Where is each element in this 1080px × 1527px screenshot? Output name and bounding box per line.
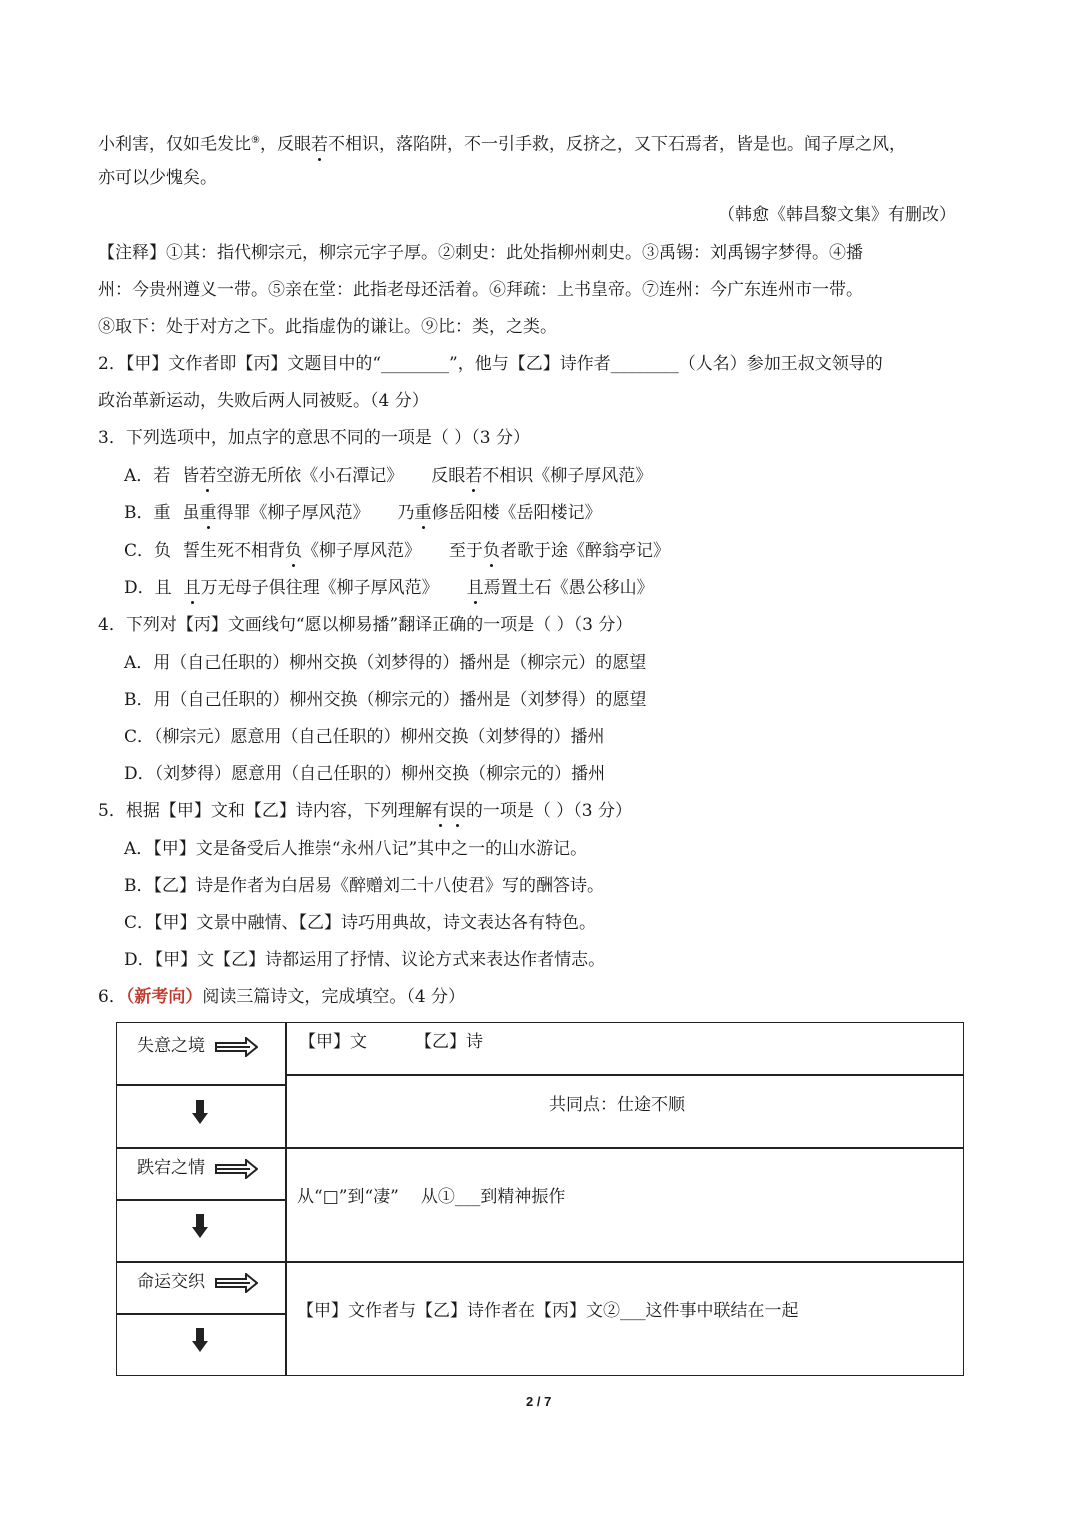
table-cell-setback: 失意之境 xyxy=(137,1036,258,1057)
q2-blank-1[interactable]: ________ xyxy=(381,354,450,374)
q4-option-c[interactable]: C．（柳宗元）愿意用（自己任职的）柳州交换（刘梦得的）播州 xyxy=(124,727,605,747)
table-row-divider xyxy=(117,1313,285,1315)
table-row-divider xyxy=(117,1084,285,1086)
q4-option-b[interactable]: B．用（自己任职的）柳州交换（柳宗元的）播州是（刘梦得）的愿望 xyxy=(124,690,647,710)
q2-blank-2[interactable]: ________ xyxy=(610,354,679,374)
q2-line-2: 政治革新运动，失败后两人同被贬。（4 分） xyxy=(98,391,429,411)
table-row-divider xyxy=(117,1261,963,1263)
q5-option-a[interactable]: A．【甲】文是备受后人推崇“永州八记”其中之一的山水游记。 xyxy=(124,839,588,859)
arrow-down-icon xyxy=(192,1099,208,1125)
q4-option-d[interactable]: D．（刘梦得）愿意用（自己任职的）柳州交换（柳宗元的）播州 xyxy=(124,764,606,784)
arrow-down-icon xyxy=(192,1327,208,1353)
q4-option-a[interactable]: A．用（自己任职的）柳州交换（刘梦得的）播州是（柳宗元）的愿望 xyxy=(124,653,647,673)
passage-source: （韩愈《韩昌黎文集》有删改） xyxy=(718,205,956,225)
q2-line-1: 2．【甲】文作者即【丙】文题目中的“________”，他与【乙】诗作者________（人名）参加王叔文领导的 xyxy=(98,354,883,374)
fill-table xyxy=(116,1022,964,1376)
q3-option-a[interactable]: A．若 皆若空游无所依《小石潭记》 反眼若不相识《柳子厚风范》 xyxy=(124,466,653,486)
double-arrow-right-icon xyxy=(214,1273,258,1293)
notes-line-1: 【注释】①其：指代柳宗元，柳宗元字子厚。②刺史：此处指柳州刺史。③禹锡：刘禹锡字梦得。④播 xyxy=(98,243,863,263)
notes-line-2: 州：今贵州遵义一带。⑤亲在堂：此指老母还活着。⑥拜疏：上书皇帝。⑦连州：今广东连州市一带。 xyxy=(98,280,863,300)
table-col-divider xyxy=(285,1023,287,1375)
q5-option-d[interactable]: D．【甲】文【乙】诗都运用了抒情、议论方式来表达作者情志。 xyxy=(124,950,606,970)
double-arrow-right-icon xyxy=(214,1159,258,1179)
table-cell-emotion: 跌宕之情 xyxy=(137,1158,258,1179)
q5-stem: 5．根据【甲】文和【乙】诗内容，下列理解有误的一项是（ ）（3 分） xyxy=(98,801,632,821)
table-cell-common-point: 共同点：仕途不顺 xyxy=(549,1095,685,1115)
q3-option-d[interactable]: D．且 且万无母子俱往理《柳子厚风范》 且焉置土石《愚公移山》 xyxy=(124,578,654,598)
q5-option-c[interactable]: C．【甲】文景中融情、【乙】诗巧用典故，诗文表达各有特色。 xyxy=(124,913,597,933)
table-cell-fate: 命运交织 xyxy=(137,1272,258,1293)
table-row-divider xyxy=(285,1074,963,1076)
passage-line-1: 小利害，仅如毛发比⑨，反眼若不相识，落陷阱，不一引手救，反挤之，又下石焉者，皆是也。闻子厚之风， xyxy=(98,134,906,155)
table-cell-fate-answer: 【甲】文作者与【乙】诗作者在【丙】文②___这件事中联结在一起 xyxy=(297,1301,799,1321)
q3-option-b[interactable]: B．重 虽重得罪《柳子厚风范》 乃重修岳阳楼《岳阳楼记》 xyxy=(124,503,602,523)
table-cell-texts: 【甲】文 【乙】诗 xyxy=(299,1032,483,1052)
q4-stem: 4．下列对【丙】文画线句“愿以柳易播”翻译正确的一项是（ ）（3 分） xyxy=(98,615,633,635)
q6-new-tag: （新考向） xyxy=(125,987,203,1007)
arrow-down-icon xyxy=(192,1213,208,1239)
q3-stem: 3．下列选项中，加点字的意思不同的一项是（ ）（3 分） xyxy=(98,428,530,448)
q3-option-c[interactable]: C．负 誓生死不相背负《柳子厚风范》 至于负者歌于途《醉翁亭记》 xyxy=(124,541,671,561)
passage-line-2: 亦可以少愧矣。 xyxy=(98,168,217,188)
page-number: 2 / 7 xyxy=(526,1394,552,1409)
double-arrow-right-icon xyxy=(214,1037,258,1057)
table-blank-2[interactable]: ___ xyxy=(620,1301,646,1321)
table-cell-emotion-answer: 从“□”到“凄” 从①___到精神振作 xyxy=(297,1187,566,1207)
table-row-divider xyxy=(117,1147,963,1149)
table-row-divider xyxy=(117,1199,285,1201)
q5-option-b[interactable]: B．【乙】诗是作者为白居易《醉赠刘二十八使君》写的酬答诗。 xyxy=(124,876,604,896)
notes-line-3: ⑧取下：处于对方之下。此指虚伪的谦让。⑨比：类，之类。 xyxy=(98,317,557,337)
table-blank-1[interactable]: ___ xyxy=(454,1187,481,1207)
q6-stem: 6．（新考向）阅读三篇诗文，完成填空。（4 分） xyxy=(98,987,466,1007)
